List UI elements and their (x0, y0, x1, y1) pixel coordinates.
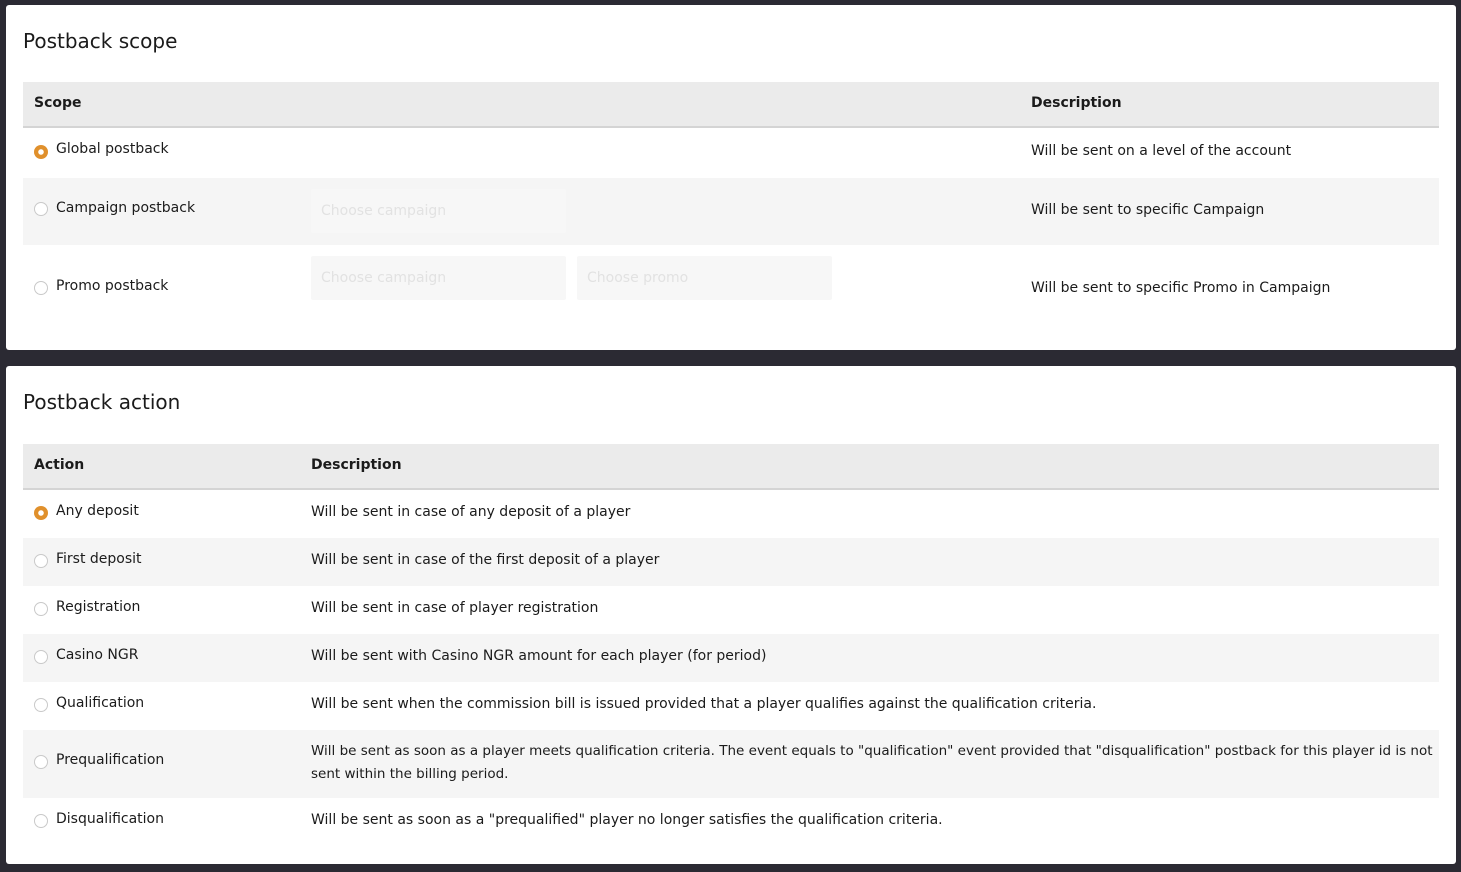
campaign-postback-radio[interactable] (34, 202, 48, 216)
global-postback-radio[interactable] (34, 145, 48, 159)
action-table (23, 444, 1439, 846)
postback-action-panel (6, 366, 1456, 864)
any-deposit-label[interactable]: Any deposit (56, 503, 139, 519)
postback-scope-title: Postback scope (23, 29, 178, 53)
registration-description: Will be sent in case of player registration (311, 600, 599, 616)
action-row-qualification[interactable] (23, 682, 1439, 730)
postback-scope-panel (6, 5, 1456, 350)
qualification-radio[interactable] (34, 698, 48, 712)
scope-table-header (23, 82, 1439, 128)
promo-select[interactable] (577, 256, 832, 300)
action-row-any-deposit[interactable] (23, 490, 1439, 538)
qualification-description: Will be sent when the commission bill is issued provided that a player qualifies against the qualification criteria. (311, 696, 1097, 712)
promo-postback-label[interactable]: Promo postback (56, 278, 169, 294)
campaign-select[interactable] (311, 189, 566, 233)
prequalification-radio[interactable] (34, 755, 48, 769)
campaign-postback-label[interactable]: Campaign postback (56, 200, 196, 216)
campaign-postback-description: Will be sent to specific Campaign (1031, 202, 1265, 218)
scope-row-promo[interactable] (23, 245, 1439, 329)
scope-table (23, 82, 1439, 329)
disqualification-label[interactable]: Disqualification (56, 811, 164, 827)
action-row-registration[interactable] (23, 586, 1439, 634)
prequalification-label[interactable]: Prequalification (56, 752, 165, 768)
action-row-disqualification[interactable] (23, 798, 1439, 846)
global-postback-description: Will be sent on a level of the account (1031, 143, 1292, 159)
first-deposit-radio[interactable] (34, 554, 48, 568)
scope-row-global[interactable] (23, 128, 1439, 178)
disqualification-radio[interactable] (34, 814, 48, 828)
action-row-first-deposit[interactable] (23, 538, 1439, 586)
action-table-header (23, 444, 1439, 490)
global-postback-label[interactable]: Global postback (56, 141, 169, 157)
any-deposit-radio[interactable] (34, 506, 48, 520)
postback-action-title: Postback action (23, 390, 181, 414)
first-deposit-description: Will be sent in case of the first deposit of a player (311, 552, 660, 568)
casino-ngr-radio[interactable] (34, 650, 48, 664)
disqualification-description: Will be sent as soon as a "prequalified" player no longer satisfies the qualification criteria. (311, 812, 943, 828)
casino-ngr-description: Will be sent with Casino NGR amount for each player (for period) (311, 648, 767, 664)
casino-ngr-label[interactable]: Casino NGR (56, 647, 139, 663)
registration-radio[interactable] (34, 602, 48, 616)
promo-campaign-select[interactable] (311, 256, 566, 300)
promo-postback-description: Will be sent to specific Promo in Campaign (1031, 280, 1331, 296)
promo-postback-radio[interactable] (34, 281, 48, 295)
qualification-label[interactable]: Qualification (56, 695, 145, 711)
scope-column-header: Scope (34, 95, 82, 111)
action-row-casino-ngr[interactable] (23, 634, 1439, 682)
action-description-column-header: Description (311, 457, 402, 473)
prequalification-description: Will be sent as soon as a player meets qualification criteria. The event equals to "qualification" event provided that "disqualification" postback for this player id is not sent within the billing period. (311, 743, 1433, 782)
scope-row-campaign[interactable] (23, 178, 1439, 245)
registration-label[interactable]: Registration (56, 599, 141, 615)
action-row-prequalification[interactable] (23, 730, 1439, 798)
action-column-header: Action (34, 457, 85, 473)
description-column-header: Description (1031, 95, 1122, 111)
first-deposit-label[interactable]: First deposit (56, 551, 142, 567)
any-deposit-description: Will be sent in case of any deposit of a player (311, 504, 631, 520)
